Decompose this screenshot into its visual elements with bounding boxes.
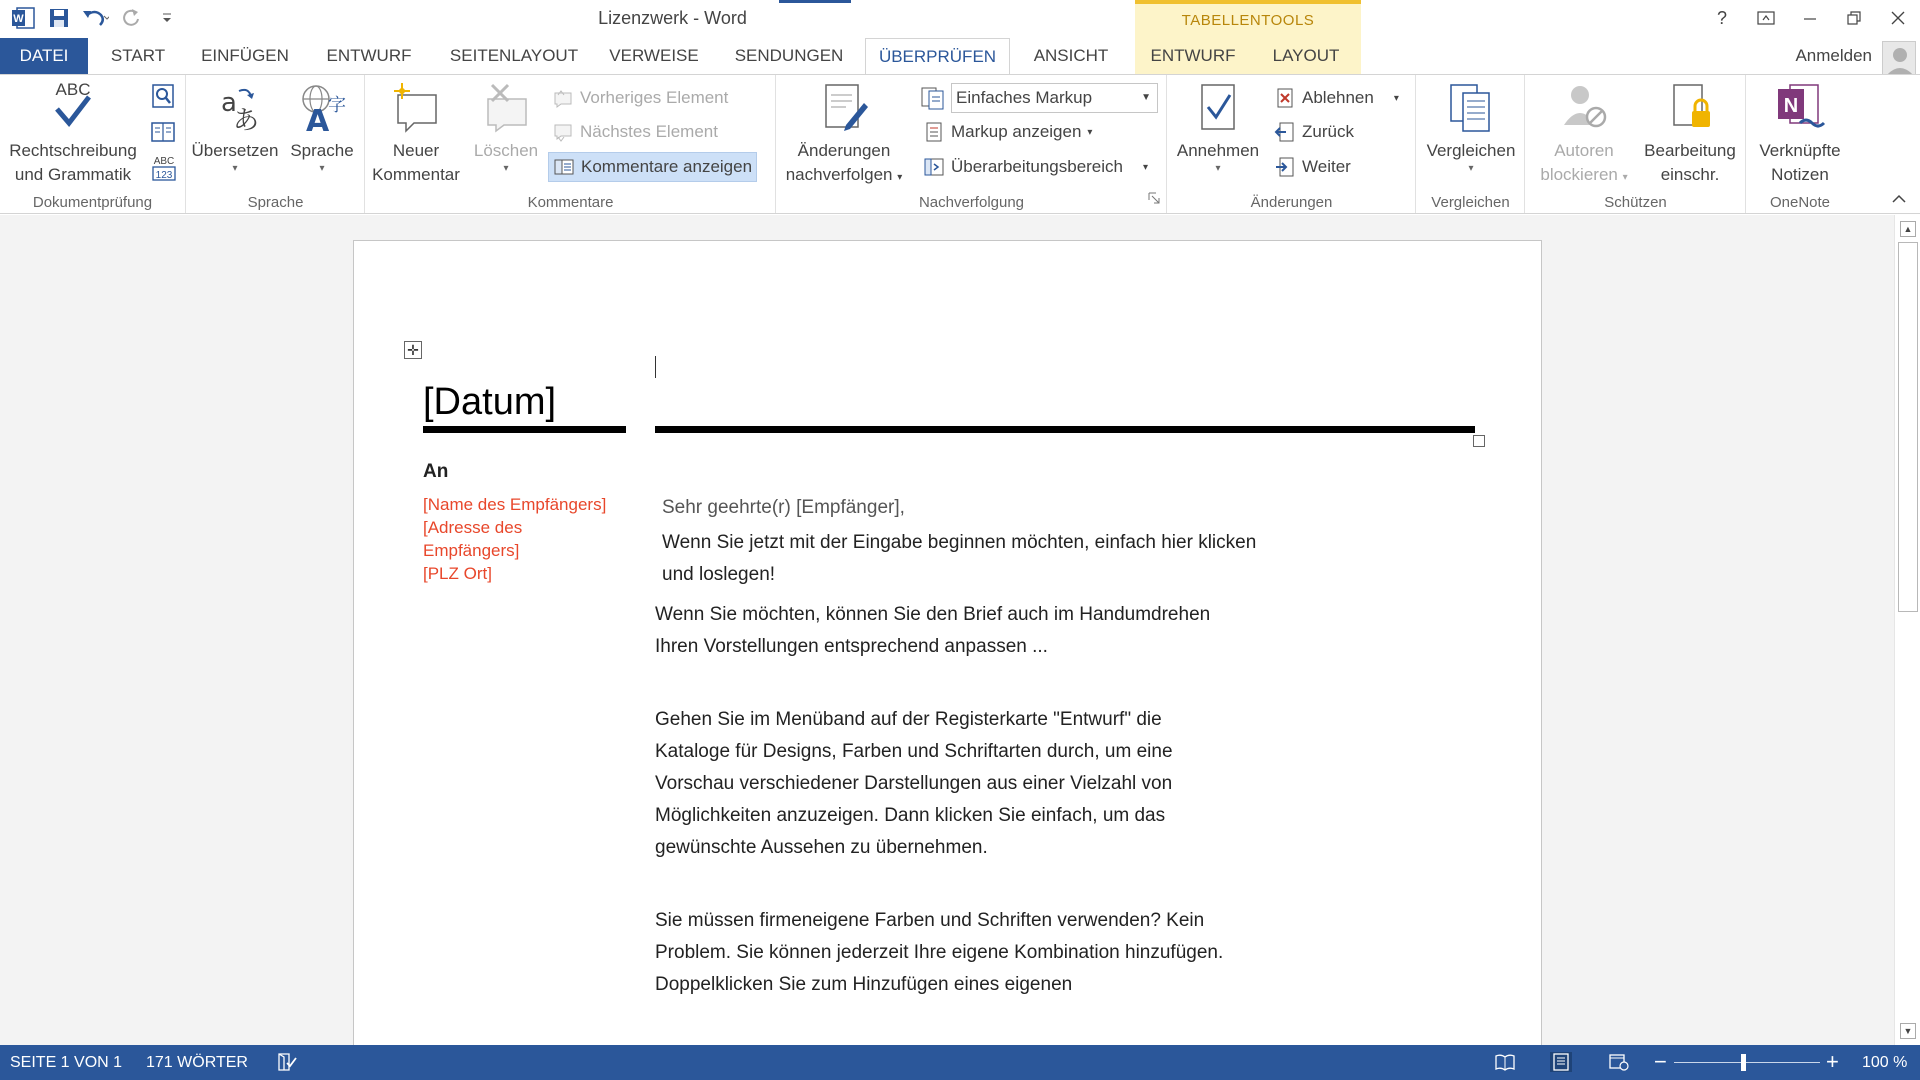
restrict-editing-button[interactable] xyxy=(1638,81,1742,187)
tab-insert[interactable]: EINFÜGEN xyxy=(201,46,289,65)
restrict-editing-label-1: Bearbeitung xyxy=(1644,141,1736,160)
window-title: Lizenzwerk - Word xyxy=(598,8,747,28)
table-move-handle-icon[interactable]: ✛ xyxy=(404,341,422,359)
track-changes-label-1: Änderungen xyxy=(797,141,891,160)
show-markup-button[interactable] xyxy=(919,117,1096,147)
zoom-slider-thumb[interactable] xyxy=(1741,1054,1746,1071)
previous-comment-label: Vorheriges Element xyxy=(580,88,729,107)
title-accent xyxy=(779,0,851,3)
title-bar xyxy=(0,0,1920,36)
zoom-slider[interactable] xyxy=(1674,1062,1820,1063)
previous-comment-button[interactable] xyxy=(548,83,732,113)
track-changes-label-2: nachverfolgen xyxy=(785,165,893,184)
recipient-address-line-1[interactable]: [Adresse des xyxy=(423,518,523,537)
translate-icon xyxy=(207,81,263,135)
spelling-label-1: Rechtschreibung xyxy=(9,141,137,160)
window-controls xyxy=(1700,0,1920,36)
contextual-tab-header xyxy=(1135,0,1361,38)
svg-text:字: 字 xyxy=(328,95,346,116)
accept-button[interactable] xyxy=(1174,81,1262,175)
recipient-city[interactable]: [PLZ Ort] xyxy=(423,564,492,583)
reviewing-pane-icon xyxy=(923,156,945,178)
group-onenote-label: OneNote xyxy=(1769,194,1831,211)
scroll-down-icon[interactable]: ▼ xyxy=(1900,1023,1916,1039)
track-changes-button[interactable] xyxy=(783,81,905,190)
collapse-ribbon-icon[interactable] xyxy=(1892,191,1906,207)
ribbon xyxy=(0,74,1920,214)
read-mode-icon[interactable] xyxy=(1494,1052,1516,1072)
new-comment-label-1: Neuer xyxy=(392,141,440,160)
block-authors-button[interactable] xyxy=(1532,81,1636,190)
reject-caret-icon: ▾ xyxy=(1393,92,1399,104)
accept-caret-icon: ▾ xyxy=(1215,163,1221,174)
tab-review[interactable]: ÜBERPRÜFEN xyxy=(865,38,1010,75)
body-paragraph-3[interactable]: Gehen Sie im Menüband auf der Registerkarte "Entwurf" die Kataloge für Designs, Farben und Schriftarten durch, um eine Vorschau verschiedener Darstellungen aus einer Vielzahl von Möglichkeiten anzuzeigen. Dann klicken Sie einfach, um das gewünschte Aussehen zu übernehmen. xyxy=(655,709,1173,858)
group-tracking-label: Nachverfolgung xyxy=(918,194,1025,211)
text-cursor xyxy=(655,356,656,378)
svg-text:W: W xyxy=(13,13,24,25)
next-comment-label: Nächstes Element xyxy=(580,122,718,141)
reviewing-pane-label: Überarbeitungsbereich xyxy=(951,157,1123,176)
research-icon[interactable] xyxy=(150,83,176,111)
sign-in-link[interactable]: Anmelden xyxy=(1795,46,1872,65)
minimize-icon[interactable] xyxy=(1788,0,1832,36)
reject-label: Ablehnen xyxy=(1302,88,1374,107)
spelling-grammar-button[interactable] xyxy=(6,81,140,187)
to-label: An xyxy=(423,461,449,482)
recipient-address-line-2[interactable]: Empfängers] xyxy=(423,541,520,560)
ribbon-display-options-icon[interactable] xyxy=(1744,0,1788,36)
group-onenote xyxy=(1747,75,1853,213)
tab-view[interactable]: ANSICHT xyxy=(1033,46,1109,65)
show-markup-caret-icon: ▾ xyxy=(1087,126,1093,138)
tab-table-layout[interactable]: LAYOUT xyxy=(1251,38,1361,74)
header-rule xyxy=(655,426,1475,433)
vertical-scrollbar[interactable] xyxy=(1894,215,1920,1045)
scroll-thumb[interactable] xyxy=(1898,242,1918,612)
show-comments-label: Kommentare anzeigen xyxy=(581,157,753,176)
delete-comment-button[interactable] xyxy=(470,81,542,175)
group-language xyxy=(187,75,365,213)
markup-display-value: Einfaches Markup xyxy=(956,88,1093,107)
next-comment-icon xyxy=(552,121,574,143)
new-comment-icon xyxy=(388,81,444,135)
new-comment-label-2: Kommentar xyxy=(372,165,460,184)
tab-page-layout[interactable]: SEITENLAYOUT xyxy=(449,46,579,65)
compare-icon xyxy=(1443,81,1499,135)
group-comments xyxy=(366,75,776,213)
greeting[interactable]: Sehr geehrte(r) [Empfänger], xyxy=(662,497,905,518)
recipient-name[interactable]: [Name des Empfängers] xyxy=(423,495,607,514)
help-icon[interactable]: ? xyxy=(1716,7,1727,28)
group-compare-label: Vergleichen xyxy=(1431,194,1510,211)
language-label: Sprache xyxy=(290,141,354,160)
delete-caret-icon: ▾ xyxy=(503,163,509,174)
previous-comment-icon xyxy=(552,87,574,109)
group-proofing-label: Dokumentprüfung xyxy=(32,194,153,211)
markup-display-arrow-icon: ▼ xyxy=(1141,92,1151,103)
block-authors-icon xyxy=(1556,81,1612,135)
block-authors-label-2-wrap xyxy=(1540,163,1627,190)
avatar[interactable] xyxy=(1882,41,1916,75)
svg-text:N: N xyxy=(1783,95,1799,117)
show-markup-icon xyxy=(923,121,945,143)
svg-text:a: a xyxy=(221,88,237,118)
zoom-level[interactable]: 100 % xyxy=(1862,1054,1908,1071)
next-change-label: Weiter xyxy=(1302,157,1351,176)
body-paragraph-2[interactable]: Wenn Sie möchten, können Sie den Brief auch im Handumdrehen Ihren Vorstellungen entsprechend anpassen ... xyxy=(655,604,1211,657)
reject-button[interactable] xyxy=(1270,83,1403,113)
word-count[interactable]: 171 WÖRTER xyxy=(146,1054,248,1071)
tab-file[interactable]: DATEI xyxy=(0,38,88,74)
svg-text:ABC: ABC xyxy=(153,156,175,167)
compare-button[interactable] xyxy=(1423,81,1519,175)
contextual-tab-label: TABELLENTOOLS xyxy=(1181,12,1315,29)
group-changes-label: Änderungen xyxy=(1250,194,1333,211)
reviewing-pane-caret-icon: ▾ xyxy=(1143,161,1149,173)
tab-design[interactable]: ENTWURF xyxy=(326,46,412,65)
tab-references[interactable]: VERWEISE xyxy=(609,46,699,65)
restrict-editing-label-2: einschr. xyxy=(1660,165,1720,184)
linked-notes-label-2: Notizen xyxy=(1771,165,1829,184)
close-icon[interactable] xyxy=(1876,0,1920,36)
next-comment-button[interactable] xyxy=(548,117,722,147)
page-count[interactable]: SEITE 1 VON 1 xyxy=(10,1054,123,1071)
date-rule xyxy=(423,426,626,433)
spellcheck-icon xyxy=(45,81,101,135)
track-changes-caret-icon: ▾ xyxy=(897,172,903,183)
document-page[interactable] xyxy=(353,240,1542,1045)
svg-text:A: A xyxy=(306,104,330,135)
zoom-out-icon[interactable]: − xyxy=(1654,1049,1667,1074)
reviewing-pane-button[interactable] xyxy=(919,152,1152,182)
svg-text:123: 123 xyxy=(155,170,173,181)
body-paragraph-4[interactable]: Sie müssen firmeneigene Farben und Schriften verwenden? Kein Problem. Sie können jederzeit Ihre eigene Kombination hinzufügen. Doppelklicken Sie zum Hinzufügen eines eigenen xyxy=(655,910,1224,995)
status-bar xyxy=(0,1045,1920,1080)
track-changes-icon xyxy=(816,81,872,135)
thesaurus-icon[interactable] xyxy=(150,119,176,147)
linked-notes-label-1: Verknüpfte xyxy=(1759,141,1841,160)
language-icon xyxy=(294,81,350,135)
web-layout-icon[interactable] xyxy=(1608,1052,1630,1072)
previous-change-label: Zurück xyxy=(1302,122,1354,141)
track-changes-label-2-wrap xyxy=(786,163,903,190)
group-protect-label: Schützen xyxy=(1604,194,1667,211)
delete-comment-icon xyxy=(478,81,534,135)
group-proofing xyxy=(0,75,186,213)
group-tracking xyxy=(777,75,1167,213)
previous-change-button[interactable] xyxy=(1270,117,1358,147)
group-protect xyxy=(1526,75,1746,213)
tab-table-design[interactable]: ENTWURF xyxy=(1135,38,1251,74)
print-layout-icon[interactable] xyxy=(1550,1052,1572,1072)
markup-display-select[interactable] xyxy=(951,83,1158,113)
compare-caret-icon: ▾ xyxy=(1468,163,1474,174)
tab-start[interactable]: START xyxy=(110,46,166,65)
accept-icon xyxy=(1190,81,1246,135)
recipient-block xyxy=(423,493,633,585)
linked-notes-button[interactable] xyxy=(1751,81,1849,187)
document-area xyxy=(0,215,1900,1045)
ribbon-tabs xyxy=(0,38,1920,74)
language-button[interactable] xyxy=(287,81,357,175)
accept-label: Annehmen xyxy=(1176,141,1260,160)
block-authors-label-1: Autoren xyxy=(1554,141,1614,160)
restrict-editing-icon xyxy=(1662,81,1718,135)
show-markup-label: Markup anzeigen xyxy=(951,122,1082,141)
group-comments-label: Kommentare xyxy=(527,194,614,211)
svg-text:ABC: ABC xyxy=(55,81,91,99)
restore-icon[interactable] xyxy=(1832,0,1876,36)
block-authors-label-2: blockieren xyxy=(1540,165,1618,184)
body-paragraph-1[interactable]: Wenn Sie jetzt mit der Eingabe beginnen möchten, einfach hier klicken und loslegen! xyxy=(662,532,1257,585)
svg-text:あ: あ xyxy=(233,106,260,135)
reject-icon xyxy=(1274,87,1296,109)
scroll-up-icon[interactable]: ▲ xyxy=(1900,221,1916,237)
delete-comment-label: Löschen xyxy=(473,141,539,160)
next-change-button[interactable] xyxy=(1270,152,1355,182)
group-language-label: Sprache xyxy=(247,194,304,211)
onenote-icon xyxy=(1772,81,1828,135)
next-change-icon xyxy=(1274,156,1296,178)
group-compare xyxy=(1417,75,1525,213)
language-caret-icon: ▾ xyxy=(319,163,325,174)
new-comment-button[interactable] xyxy=(372,81,460,187)
show-comments-button[interactable] xyxy=(548,152,757,182)
show-comments-icon xyxy=(553,156,575,178)
table-resize-handle[interactable] xyxy=(1473,435,1485,447)
spelling-label-2: und Grammatik xyxy=(14,165,132,184)
date-placeholder[interactable]: [Datum] xyxy=(423,381,557,423)
block-authors-caret-icon: ▾ xyxy=(1622,172,1628,183)
translate-caret-icon: ▾ xyxy=(232,163,238,174)
translate-button[interactable] xyxy=(191,81,279,175)
group-changes xyxy=(1168,75,1416,213)
previous-change-icon xyxy=(1274,121,1296,143)
proofing-status-icon[interactable] xyxy=(276,1052,298,1072)
word-count-icon[interactable] xyxy=(150,153,178,183)
translate-label: Übersetzen xyxy=(191,141,279,160)
compare-label: Vergleichen xyxy=(1426,141,1516,160)
markup-display-icon xyxy=(919,85,945,111)
tab-mailings[interactable]: SENDUNGEN xyxy=(734,46,844,65)
zoom-in-icon[interactable]: + xyxy=(1826,1049,1839,1074)
